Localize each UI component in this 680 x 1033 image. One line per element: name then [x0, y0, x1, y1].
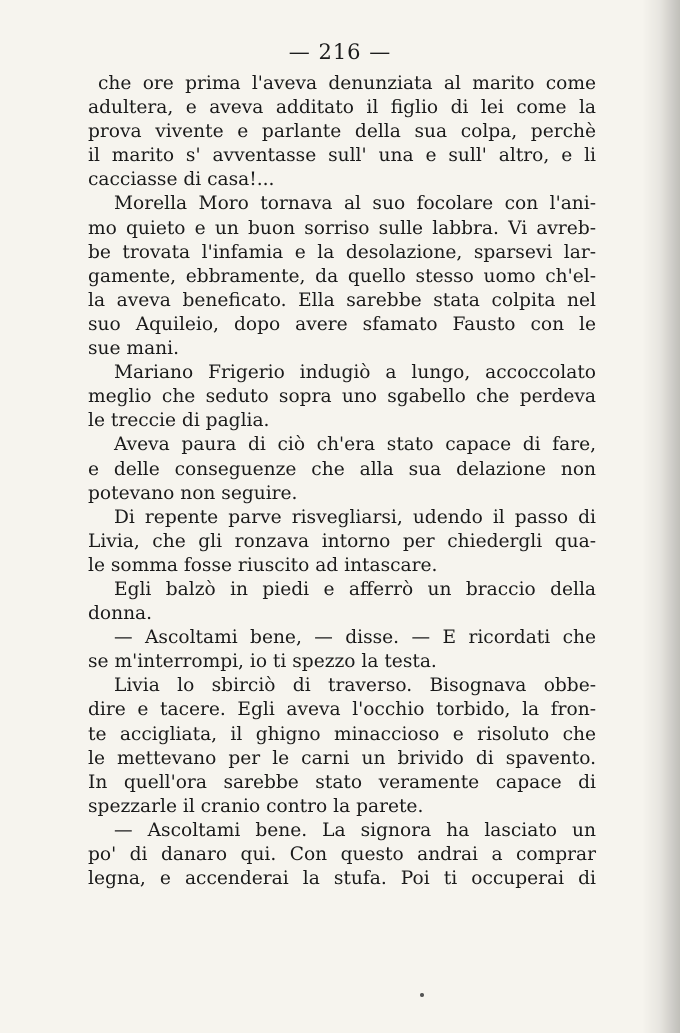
print-speck — [420, 993, 424, 997]
text-line: meglio che seduto sopra uno sgabello che perdeva — [88, 386, 596, 408]
text-line: suo Aquileio, dopo avere sfamato Fausto con le — [88, 313, 596, 335]
text-line: che ore prima l'aveva denunziata al marito come — [98, 73, 596, 94]
text-line: be trovata l'infamia e la desolazione, sparsevi lar- — [88, 241, 596, 263]
text-line: In quell'ora sarebbe stato veramente capace di — [88, 771, 596, 793]
text-line: Di repente parve risvegliarsi, udendo il passo di — [114, 506, 596, 528]
text-line: prova vivente e parlante della sua colpa, perchè — [88, 121, 596, 143]
text-line: po' di danaro qui. Con questo andrai a comprar — [88, 844, 596, 865]
text-line: — Ascoltami bene. La signora ha lasciato un — [114, 819, 596, 841]
text-line: spezzarle il cranio contro la parete. — [88, 795, 424, 817]
text-line: le mettevano per le carni un brivido di spavento. — [88, 747, 596, 769]
text-line: le somma fosse riuscito ad intascare. — [88, 554, 438, 576]
text-line: gamente, ebbramente, da quello stesso uomo ch'el- — [88, 265, 596, 287]
text-line: dire e tacere. Egli aveva l'occhio torbido, la fron- — [88, 699, 596, 721]
text-line: le treccie di paglia. — [88, 410, 270, 432]
text-line: il marito s' avventasse sull' una e sull' altro, e li — [88, 145, 596, 167]
text-line: se m'interrompi, io ti spezzo la testa. — [88, 651, 437, 673]
text-line: Mariano Frigerio indugiò a lungo, accoccolato — [114, 362, 596, 384]
text-line: Morella Moro tornava al suo focolare con l'ani- — [114, 193, 596, 215]
text-line: Livia lo sbirciò di traverso. Bisognava obbe- — [114, 675, 596, 697]
text-line: te accigliata, il ghigno minaccioso e risoluto che — [88, 723, 596, 745]
text-line: Egli balzò in piedi e afferrò un braccio della — [114, 578, 596, 600]
page-number: — 216 — — [288, 40, 392, 64]
text-line: — Ascoltami bene, — disse. — E ricordati che — [114, 627, 596, 649]
text-line: la aveva beneficato. Ella sarebbe stata colpita nel — [88, 289, 596, 311]
text-line: cacciasse di casa!... — [88, 169, 275, 191]
text-line: Aveva paura di ciò ch'era stato capace di fare, — [114, 434, 596, 456]
text-line: mo quieto e un buon sorriso sulle labbra. Vi avreb- — [88, 217, 596, 239]
binding-shadow — [642, 0, 680, 1033]
text-line: e delle conseguenze che alla sua delazione non — [88, 458, 596, 480]
text-line: legna, e accenderai la stufa. Poi ti occuperai di — [88, 868, 596, 890]
text-line: donna. — [88, 603, 153, 625]
text-line: sue mani. — [88, 338, 179, 360]
text-line: potevano non seguire. — [88, 482, 298, 504]
text-line: Livia, che gli ronzava intorno per chiedergli qua- — [88, 530, 596, 552]
body-text — [88, 72, 596, 891]
text-line: adultera, e aveva additato il figlio di lei come la — [88, 97, 596, 119]
